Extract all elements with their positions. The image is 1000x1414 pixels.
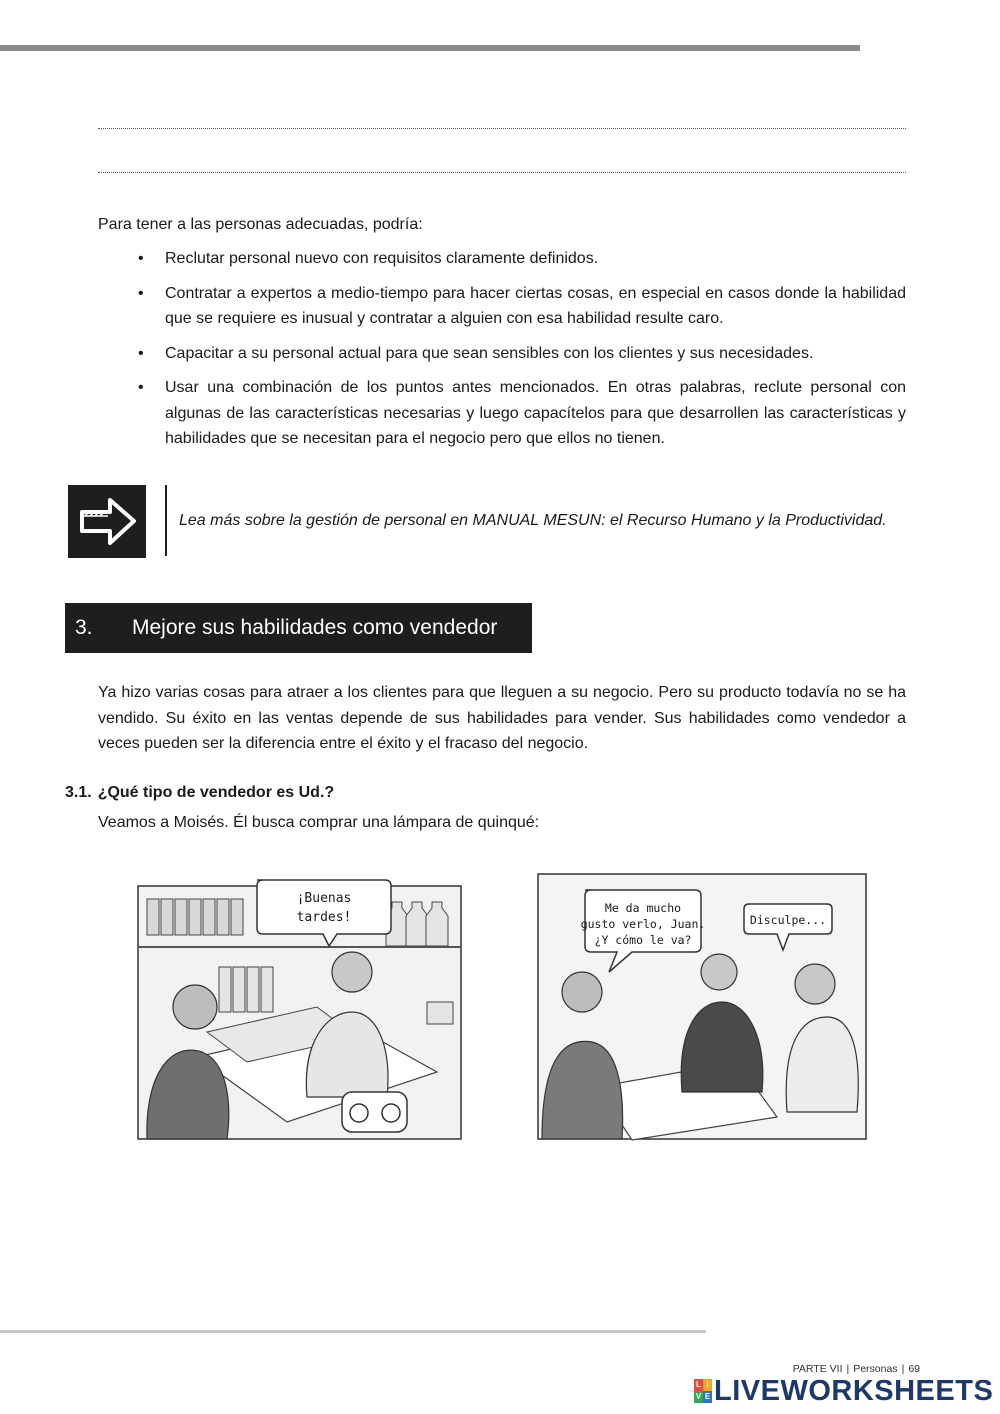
answer-line-2[interactable] <box>98 172 906 173</box>
comic-left-bubble-line1: ¡Buenas <box>296 891 352 906</box>
comic-left-bubble-line2: tardes! <box>296 910 352 925</box>
section-title: Mejore sus habilidades como vendedor <box>132 616 498 639</box>
logo-letter: L <box>694 1379 703 1391</box>
list-item <box>98 281 906 332</box>
footer-divider: | <box>846 1363 850 1375</box>
bottom-rule <box>0 1330 706 1333</box>
section-number: 3. <box>75 616 93 639</box>
logo-letter: I <box>703 1379 712 1391</box>
comic-right-bubble2: Disculpe... <box>749 913 827 927</box>
list-item-text: Reclutar personal nuevo con requisitos claramente definidos. <box>165 250 599 267</box>
page-number: 69 <box>908 1363 920 1375</box>
bullet-dot: • <box>138 284 144 302</box>
list-item <box>98 341 906 367</box>
liveworksheets-logo-icon <box>694 1379 712 1403</box>
page-footer <box>793 1363 920 1375</box>
logo-letter: E <box>704 1392 711 1401</box>
list-item <box>98 375 906 452</box>
comic-right-bubble1-line2: gusto verlo, Juan. <box>580 917 706 931</box>
bullet-dot: • <box>138 379 144 396</box>
subsection-title: ¿Qué tipo de vendedor es Ud.? <box>97 784 335 801</box>
comic-right-bubble1-line1: Me da mucho <box>604 901 682 915</box>
top-rule <box>0 45 860 51</box>
footer-part: PARTE VII <box>792 1363 843 1375</box>
note-divider <box>165 485 167 556</box>
subsection-text: Veamos a Moisés. Él busca comprar una lámpara de quinqué: <box>98 814 540 831</box>
list-item <box>98 246 906 272</box>
brand-name: LIVEWORKSHEETS <box>714 1375 994 1407</box>
section-paragraph: Ya hizo varias cosas para atraer a los clientes para que lleguen a su negocio. Pero su producto todavía no se ha vendido. Su éxito en las ventas depende de sus habilidades para vender. Sus habilidades como vendedor a veces pueden ser la diferencia entre el éxito y el fracaso del negocio. <box>98 684 906 752</box>
intro-text: Para tener a las personas adecuadas, podría: <box>98 216 423 233</box>
subsection-heading <box>65 780 334 805</box>
footer-section: Personas <box>853 1363 898 1375</box>
subsection-number: 3.1. <box>65 784 92 801</box>
list-item-text: Usar una combinación de los puntos antes mencionados. En otras palabras, reclute personal con algunas de las características necesarias y luego capacítelos para que desarrollen las características y habilidades que se necesitan para el negocio pero que ellos no tienen. <box>165 379 906 447</box>
footer-divider: | <box>901 1363 905 1375</box>
logo-letter: V <box>695 1392 702 1401</box>
comic-panel-right <box>537 872 867 1142</box>
bullet-dot: • <box>138 250 144 267</box>
note-text: Lea más sobre la gestión de personal en MANUAL MESUN: el Recurso Humano y la Productividad. <box>179 512 887 529</box>
comic-panel-left <box>137 872 463 1142</box>
answer-line-1[interactable] <box>98 128 906 129</box>
section-heading <box>65 603 532 653</box>
bullet-dot: • <box>138 344 144 362</box>
bullet-list <box>98 246 906 461</box>
liveworksheets-brand[interactable] <box>694 1376 993 1406</box>
arrow-right-icon <box>68 485 146 558</box>
list-item-text: Contratar a expertos a medio-tiempo para hacer ciertas cosas, en especial en casos donde la habilidad que se requiere es inusual y contratar a alguien con esa habilidad resulte caro. <box>165 284 906 327</box>
comic-right-bubble1-line3: ¿Y cómo le va? <box>594 933 692 947</box>
list-item-text: Capacitar a su personal actual para que sean sensibles con los clientes y sus necesidades. <box>165 344 814 362</box>
